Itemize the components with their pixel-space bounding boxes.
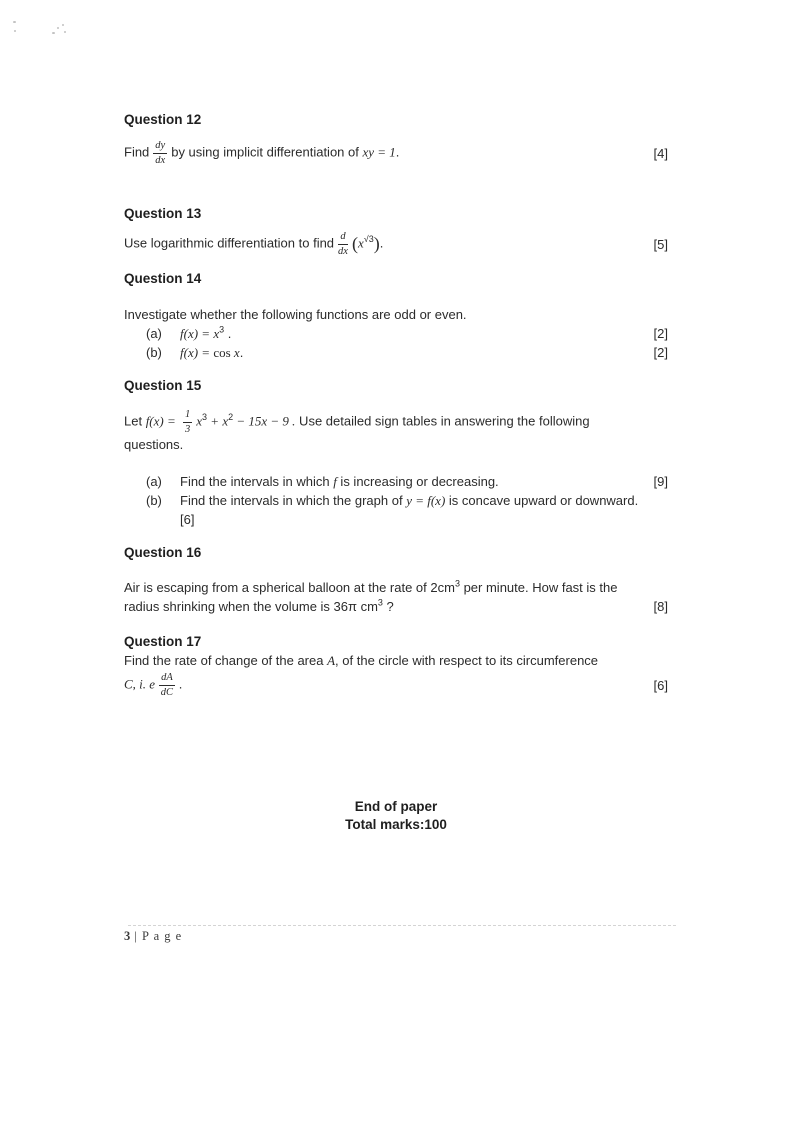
end-of-paper-text: End of paper [354,799,438,814]
q15-s1: 3 [202,412,208,423]
q15-pre: Let [124,413,146,429]
q15b-marks: [6] [180,512,195,528]
question-16-body [124,578,668,616]
question-12-title: Question 12 [124,112,202,127]
question-15-item-a [146,472,668,491]
scan-artifact-dot [64,31,66,33]
q15a-t1: Find the intervals in which [180,474,334,490]
q15a-t2: is increasing or decreasing. [336,474,499,490]
end-of-paper-block [124,798,668,834]
q16-t2: per minute. How fast is the [459,580,618,595]
open-paren: ( [351,233,358,254]
q15a-marks: [9] [653,474,668,490]
question-16 [124,544,668,616]
item-a-label: (a) [146,474,162,490]
close-paren: ) [373,233,380,254]
q16-t3: radius shrinking when the volume is 36π cm [124,599,378,614]
q13-base: x [357,235,364,251]
page-footer [124,929,182,944]
one-third-fraction [183,409,192,435]
fraction-numerator: dA [159,672,175,686]
q15a-f: f [333,474,337,490]
q16-sup1: 3 [454,578,460,589]
q15b-math: y = f(x) [406,493,446,509]
total-marks-text: Total marks:100 [345,817,447,832]
q17-t2: , of the circle with respect to its circumference [335,653,599,668]
question-13-text [124,231,383,257]
dA-dC-fraction [159,672,175,698]
question-14-intro: Investigate whether the following functions are odd or even. [124,307,467,322]
q17-area-var: A [327,653,336,668]
question-15-statement [124,409,668,455]
q17-end: . [178,676,183,692]
q12-end: . [395,144,400,160]
question-14-item-a [146,324,668,343]
scan-artifact-dot [13,21,16,23]
q16-marks: [8] [653,599,668,614]
question-17-line1 [124,651,668,670]
fraction-numerator: dy [153,140,167,154]
q13-end: . [379,235,384,251]
item-b-label: (b) [146,345,162,360]
q13-marks: [5] [653,236,668,252]
item-a-text [180,324,646,343]
q14b-var: x [233,345,240,360]
q14a-end: . [224,326,232,341]
q15-s2: 2 [228,412,234,423]
fraction-denominator: dx [155,154,166,166]
q15-b3: − 15x − 9 . [233,413,296,429]
question-17 [124,633,668,698]
scan-artifact-dot [52,32,55,34]
q15-b1: x [196,413,203,429]
question-14 [124,270,668,362]
question-15 [124,377,668,529]
fraction-denominator: dC [160,686,174,698]
footer-page-word: | P a g e [130,929,183,943]
q14b-math: f(x) = [180,345,214,360]
item-a-label: (a) [146,326,162,341]
q14a-exponent: 3 [219,324,225,335]
dy-dx-fraction [153,140,167,166]
question-13-body [124,231,668,257]
q17-marks: [6] [653,677,668,693]
q12-marks: [4] [653,145,668,161]
q15-after1: Use detailed sign tables in answering the following [295,413,590,429]
q17-t1: Find the rate of change of the area [124,653,328,668]
question-14-title: Question 14 [124,271,202,286]
item-b-label: (b) [146,493,162,509]
footer-page-number: 3 [124,929,131,943]
q14b-marks: [2] [653,345,668,360]
question-17-line2 [124,672,668,698]
q14b-end: . [239,345,244,360]
d-dx-fraction [338,231,348,257]
q17-c-math: C, i. e [124,676,156,692]
scan-artifact-dot [57,27,59,29]
q14a-base: x [213,326,220,341]
q16-sup2: 3 [377,597,383,608]
question-12 [124,111,668,166]
fraction-numerator: d [338,231,347,245]
q12-math: xy = 1 [362,144,396,160]
q14a-math: f(x) = [180,326,214,341]
q12-pre: Find [124,144,150,160]
question-13-title: Question 13 [124,206,202,221]
question-14-item-b [146,343,668,362]
question-16-title: Question 16 [124,545,202,560]
q14a-marks: [2] [653,326,668,341]
question-15-item-b [146,491,668,529]
fraction-numerator: 1 [183,409,192,423]
question-13 [124,205,668,257]
q14b-function: cos [213,345,234,360]
q15-after2: questions. [124,437,184,453]
q15b-t2: is concave upward or downward. [445,493,639,509]
fraction-denominator: 3 [185,423,191,435]
q15b-t1: Find the intervals in which the graph of [180,493,407,509]
q15-fx: f(x) = [145,413,179,429]
q13-exponent: √3 [363,234,374,245]
q15-b2: + x [207,413,229,429]
scan-artifact-dot [62,24,64,26]
item-a-text [180,472,646,491]
q12-mid: by using implicit differentiation of [171,144,363,160]
question-12-body [124,140,668,166]
scan-artifact-dot [14,30,16,32]
q16-t1: Air is escaping from a spherical balloon at the rate of 2cm [124,580,455,595]
item-b-text [180,491,668,529]
question-17-title: Question 17 [124,634,202,649]
q17-line2-text [124,672,182,698]
question-15-title: Question 15 [124,378,202,393]
item-b-text [180,343,646,362]
q13-pre: Use logarithmic differentiation to find [124,235,335,251]
fraction-denominator: dx [338,245,348,257]
question-12-text [124,140,399,166]
q16-t4: ? [382,599,394,614]
footer-divider [128,925,676,926]
